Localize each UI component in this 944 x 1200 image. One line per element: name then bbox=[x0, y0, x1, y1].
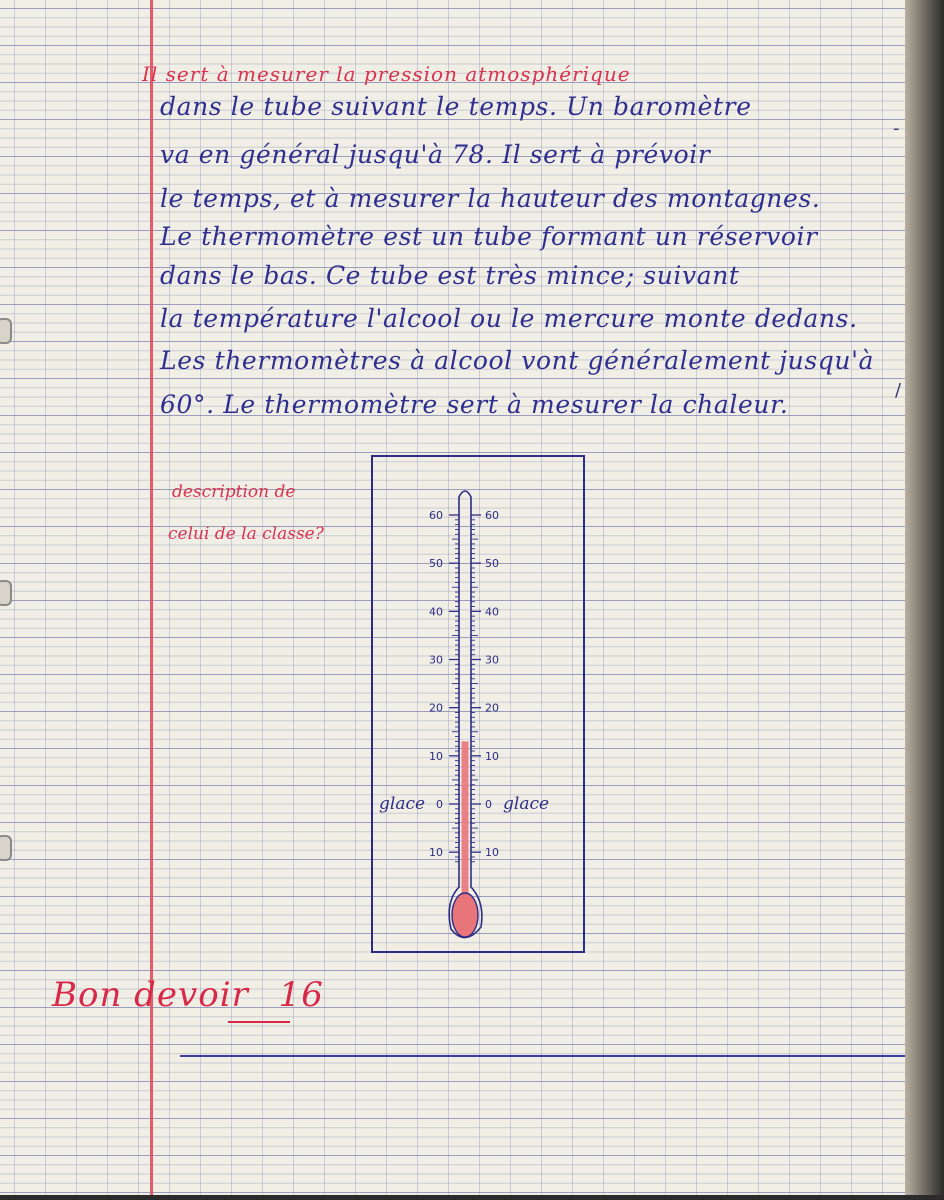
scale-label-left: 30 bbox=[429, 653, 443, 667]
thermometer-liquid bbox=[462, 741, 469, 897]
scale-label-left: 0 bbox=[436, 798, 443, 811]
glace-label-right: glace bbox=[503, 794, 550, 814]
text-line: dans le bas. Ce tube est très mince; suivant bbox=[160, 261, 740, 290]
scale-label-left: 40 bbox=[429, 605, 443, 619]
scale-label-left: 10 bbox=[429, 846, 443, 860]
grade-score: 16 bbox=[278, 975, 324, 1015]
edge-mark: - bbox=[893, 118, 900, 139]
grade-underline bbox=[228, 1021, 290, 1023]
side-note-line-1: description de bbox=[172, 482, 296, 502]
thermometer-drawing bbox=[371, 455, 585, 953]
edge-mark: / bbox=[895, 380, 902, 401]
binding-hole bbox=[0, 835, 12, 861]
scale-labels-right bbox=[485, 509, 499, 859]
scale-label-right: 10 bbox=[485, 846, 499, 860]
glace-label-left: glace bbox=[379, 794, 426, 814]
text-line: Le thermomètre est un tube formant un réservoir bbox=[160, 222, 818, 251]
scale-label-right: 50 bbox=[485, 557, 499, 571]
scale-label-right: 40 bbox=[485, 605, 499, 619]
scale-label-left: 20 bbox=[429, 701, 443, 715]
page-shadow bbox=[0, 1195, 944, 1200]
scale-label-left: 50 bbox=[429, 557, 443, 571]
scale-label-left: 60 bbox=[429, 509, 443, 522]
red-margin-line bbox=[150, 0, 153, 1195]
thermometer-bulb bbox=[452, 893, 478, 937]
page-edge bbox=[905, 0, 944, 1200]
binding-hole bbox=[0, 318, 12, 344]
text-line: Les thermomètres à alcool vont généralement jusqu'à bbox=[160, 346, 875, 375]
binding-hole bbox=[0, 580, 12, 606]
side-note-line-2: celui de la classe? bbox=[168, 524, 324, 544]
scale-label-right: 30 bbox=[485, 653, 499, 667]
text-line: le temps, et à mesurer la hauteur des montagnes. bbox=[160, 184, 821, 213]
text-line: 60°. Le thermomètre sert à mesurer la chaleur. bbox=[160, 390, 789, 419]
scale-labels-left bbox=[429, 509, 443, 859]
bottom-rule-line bbox=[180, 1055, 905, 1057]
text-line: dans le tube suivant le temps. Un baromètre bbox=[160, 92, 752, 121]
text-line: la température l'alcool ou le mercure monte dedans. bbox=[160, 304, 858, 333]
margin-note-top: Il sert à mesurer la pression atmosphérique bbox=[142, 62, 631, 86]
text-line: va en général jusqu'à 78. Il sert à prévoir bbox=[160, 140, 711, 169]
thermometer-svg bbox=[373, 457, 587, 955]
grade-remark bbox=[52, 975, 324, 1015]
scale-label-right: 10 bbox=[485, 749, 499, 763]
grade-text: Bon devoir bbox=[52, 975, 249, 1015]
scale-label-right: 0 bbox=[485, 798, 492, 811]
scale-label-right: 20 bbox=[485, 701, 499, 715]
scale-label-left: 10 bbox=[429, 749, 443, 763]
scale-label-right: 60 bbox=[485, 509, 499, 522]
